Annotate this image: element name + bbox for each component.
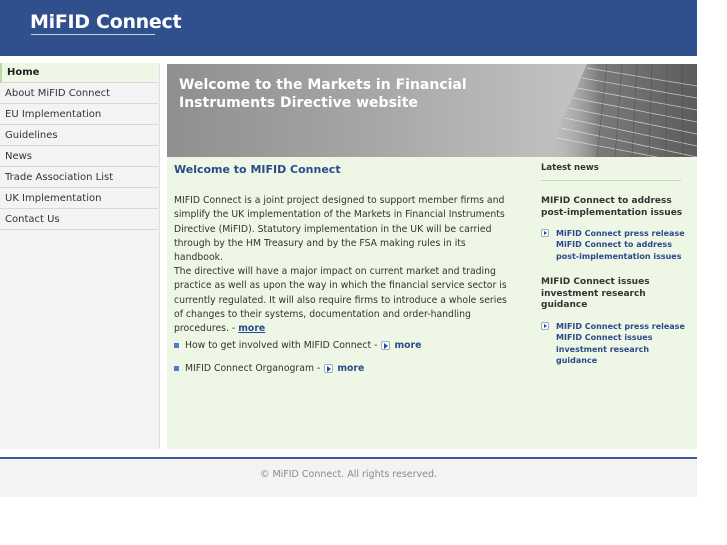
organogram-more-link[interactable]: more [337,363,365,374]
sidebar-item-home[interactable]: Home [0,63,158,83]
sidebar-item-trade-association-list[interactable]: Trade Association List [0,168,158,188]
square-bullet-icon [174,366,179,371]
sidebar-item-news[interactable]: News [0,147,158,167]
arrow-right-icon[interactable] [324,364,333,373]
arrow-right-icon[interactable] [381,341,390,350]
square-bullet-icon [174,343,179,348]
sidebar-item-about[interactable]: About MiFID Connect [0,84,158,104]
page-title: Welcome to MIFID Connect [174,163,341,176]
news-item-link-text[interactable]: MIFID Connect press release MIFID Connect issues investment research guidance [556,322,685,365]
organogram-text: MIFID Connect Organogram - [185,363,321,374]
sidebar-item-uk-implementation[interactable]: UK Implementation [0,189,158,209]
main-content [167,157,697,449]
intro-paragraph: MIFID Connect is a joint project designed to support member firms and simplify the UK implementation of the Markets in Financial Instruments Directive (MiFID). Statutory implementation in the UK will be carried through by the HM Treasury and by the FSA making rules in its handbook. [174,195,505,264]
arrow-right-icon [541,322,549,330]
directive-paragraph-text: The directive will have a major impact on current market and trading practice as well as upon the way in which the financial service sector is currently regulated. It will also require firms to introduce a whole series of changes to their systems, documentation and order-handling procedures. - [174,266,507,335]
get-involved-text: How to get involved with MIFID Connect - [185,340,378,351]
sidebar-item-eu-implementation[interactable]: EU Implementation [0,105,158,125]
news-item-link[interactable] [541,321,691,366]
sidebar-nav [0,63,160,449]
site-footer [0,459,697,497]
logo-underline [31,34,155,35]
banner-title: Welcome to the Markets in Financial Instruments Directive website [179,77,467,111]
divider [541,180,681,181]
welcome-banner [167,64,697,157]
news-item-link-text[interactable]: MiFID Connect press release MiFID Connect to address post-implementation issues [556,229,685,261]
news-item-title: MIFID Connect to address post-implementation issues [541,196,683,218]
site-logo[interactable]: MiFID Connect [30,11,182,33]
directive-paragraph [174,265,514,336]
sidebar-item-guidelines[interactable]: Guidelines [0,126,158,146]
building-image [527,64,697,157]
sidebar-item-contact-us[interactable]: Contact Us [0,210,158,230]
directive-more-link[interactable]: more [238,323,266,335]
site-header [0,0,697,56]
latest-news-column [541,163,691,365]
list-item [174,363,364,374]
latest-news-heading: Latest news [541,163,599,173]
list-item [174,340,421,351]
news-item-title: MIFID Connect issues investment research guidance [541,277,650,310]
main-column [174,163,514,374]
copyright-text: © MiFID Connect. All rights reserved. [259,469,438,480]
arrow-right-icon [541,229,549,237]
get-involved-more-link[interactable]: more [394,340,422,351]
news-item-link[interactable] [541,228,691,262]
